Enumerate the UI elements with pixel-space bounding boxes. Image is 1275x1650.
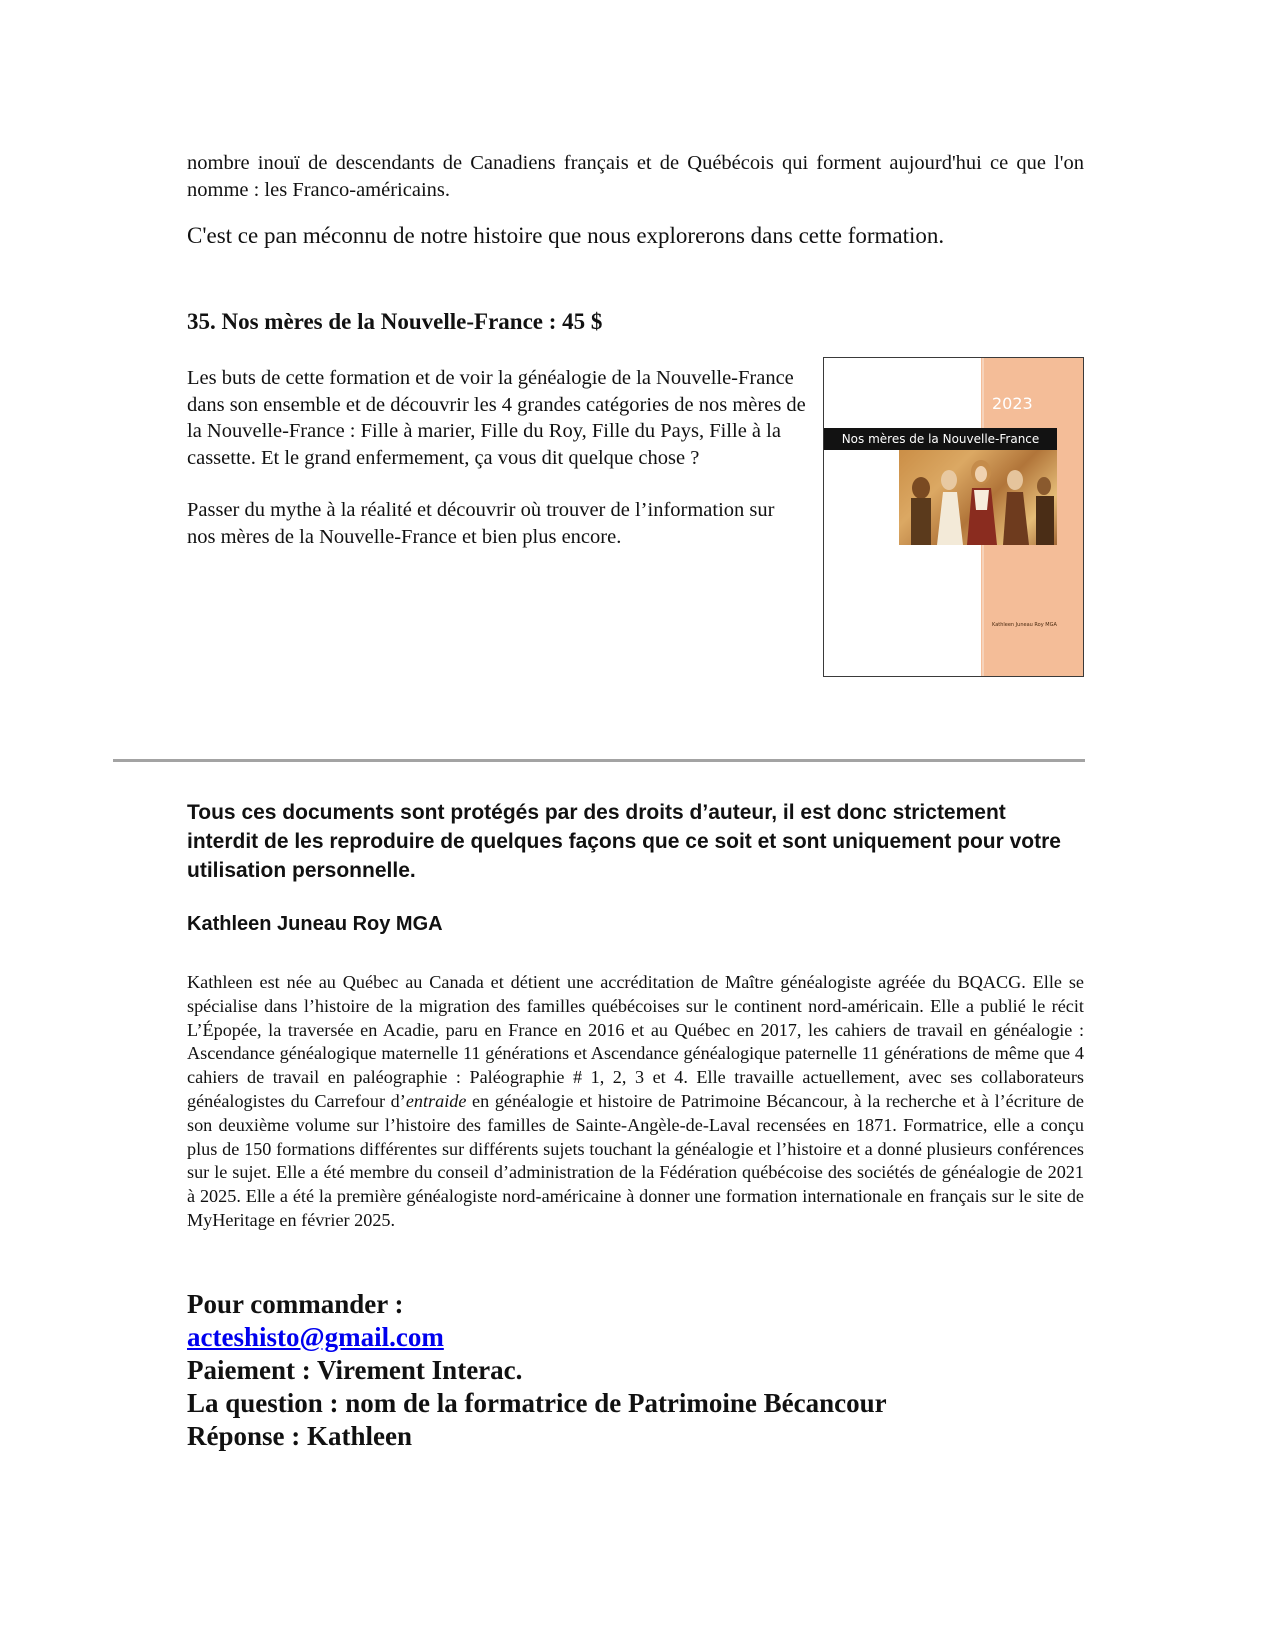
cover-year: 2023 bbox=[992, 394, 1033, 413]
course-description bbox=[187, 365, 807, 576]
order-question: La question : nom de la formatrice de Patrimoine Bécancour bbox=[187, 1388, 887, 1418]
order-heading: Pour commander : bbox=[187, 1289, 404, 1319]
order-payment: Paiement : Virement Interac. bbox=[187, 1355, 523, 1385]
order-email-link[interactable]: acteshisto@gmail.com bbox=[187, 1322, 444, 1352]
book-cover-image bbox=[823, 357, 1084, 677]
cover-author: Kathleen Juneau Roy MGA bbox=[992, 622, 1057, 628]
author-bio-text-1: Kathleen est née au Québec au Canada et détient une accréditation de Maître généalogiste agréée du BQACG. Elle se spécialise dans l’histoire de la migration des familles québécoises sur le continent nord-américain. Elle a publié le récit L’Épopée, la traversée en Acadie, paru en France en 2016 et au Québec en 2017, les cahiers de travail en généalogie : Ascendance généalogique maternelle 11 générations et Ascendance généalogique paternelle 11 générations de même que 4 cahiers de travail en paléographie : Paléographie # 1, 2, 3 et 4. Elle travaille actuellement, avec ses collaborateurs généalogistes du Carrefour d’ bbox=[187, 972, 1084, 1111]
course-title: 35. Nos mères de la Nouvelle-France : 45 $ bbox=[187, 309, 603, 334]
author-bio bbox=[187, 971, 1084, 1233]
course-description-paragraph-2: Passer du mythe à la réalité et découvrir où trouver de l’information sur nos mères de la Nouvelle-France et bien plus encore. bbox=[187, 499, 775, 548]
copyright-notice: Tous ces documents sont protégés par des droits d’auteur, il est donc strictement interdit de les reproduire de quelques façons que ce soit et sont uniquement pour votre utilisation personnelle. bbox=[187, 801, 1061, 882]
intro-paragraph: nombre inouï de descendants de Canadiens français et de Québécois qui forment aujourd'hui ce que l'on nomme : les Franco-américains. bbox=[187, 152, 1084, 201]
cover-painting bbox=[899, 450, 1057, 545]
author-bio-italic: entraide bbox=[405, 1090, 467, 1111]
intro-closing-paragraph: C'est ce pan méconnu de notre histoire que nous explorerons dans cette formation. bbox=[187, 223, 945, 248]
section-divider bbox=[113, 759, 1085, 762]
course-description-paragraph-1: Les buts de cette formation et de voir la généalogie de la Nouvelle-France dans son ensemble et de découvrir les 4 grandes catégories de nos mères de la Nouvelle-France : Fille à marier, Fille du Roy, Fille du Pays, Fille à la cassette. Et le grand enfermement, ça vous dit quelque chose ? bbox=[187, 367, 806, 469]
cover-title: Nos mères de la Nouvelle-France bbox=[841, 432, 1040, 446]
author-name: Kathleen Juneau Roy MGA bbox=[187, 913, 443, 935]
cover-painting-figures bbox=[899, 450, 1057, 545]
author-bio-text-2: en généalogie et histoire de Patrimoine Bécancour, à la recherche et à l’écriture de son deuxième volume sur l’histoire des familles de Sainte-Angèle-de-Laval recensées en 1871. Formatrice, elle a conçu plus de 150 formations différentes sur différents sujets touchant la généalogie et l’histoire et a donné plusieurs conférences sur le sujet. Elle a été membre du conseil d’administration de la Fédération québécoise des sociétés de généalogie de 2021 à 2025. Elle a été la première généalogiste nord-américaine à donner une formation internationale en français sur le site de MyHeritage en février 2025. bbox=[187, 1090, 1084, 1230]
order-section bbox=[187, 1288, 1187, 1453]
order-answer: Réponse : Kathleen bbox=[187, 1421, 412, 1451]
